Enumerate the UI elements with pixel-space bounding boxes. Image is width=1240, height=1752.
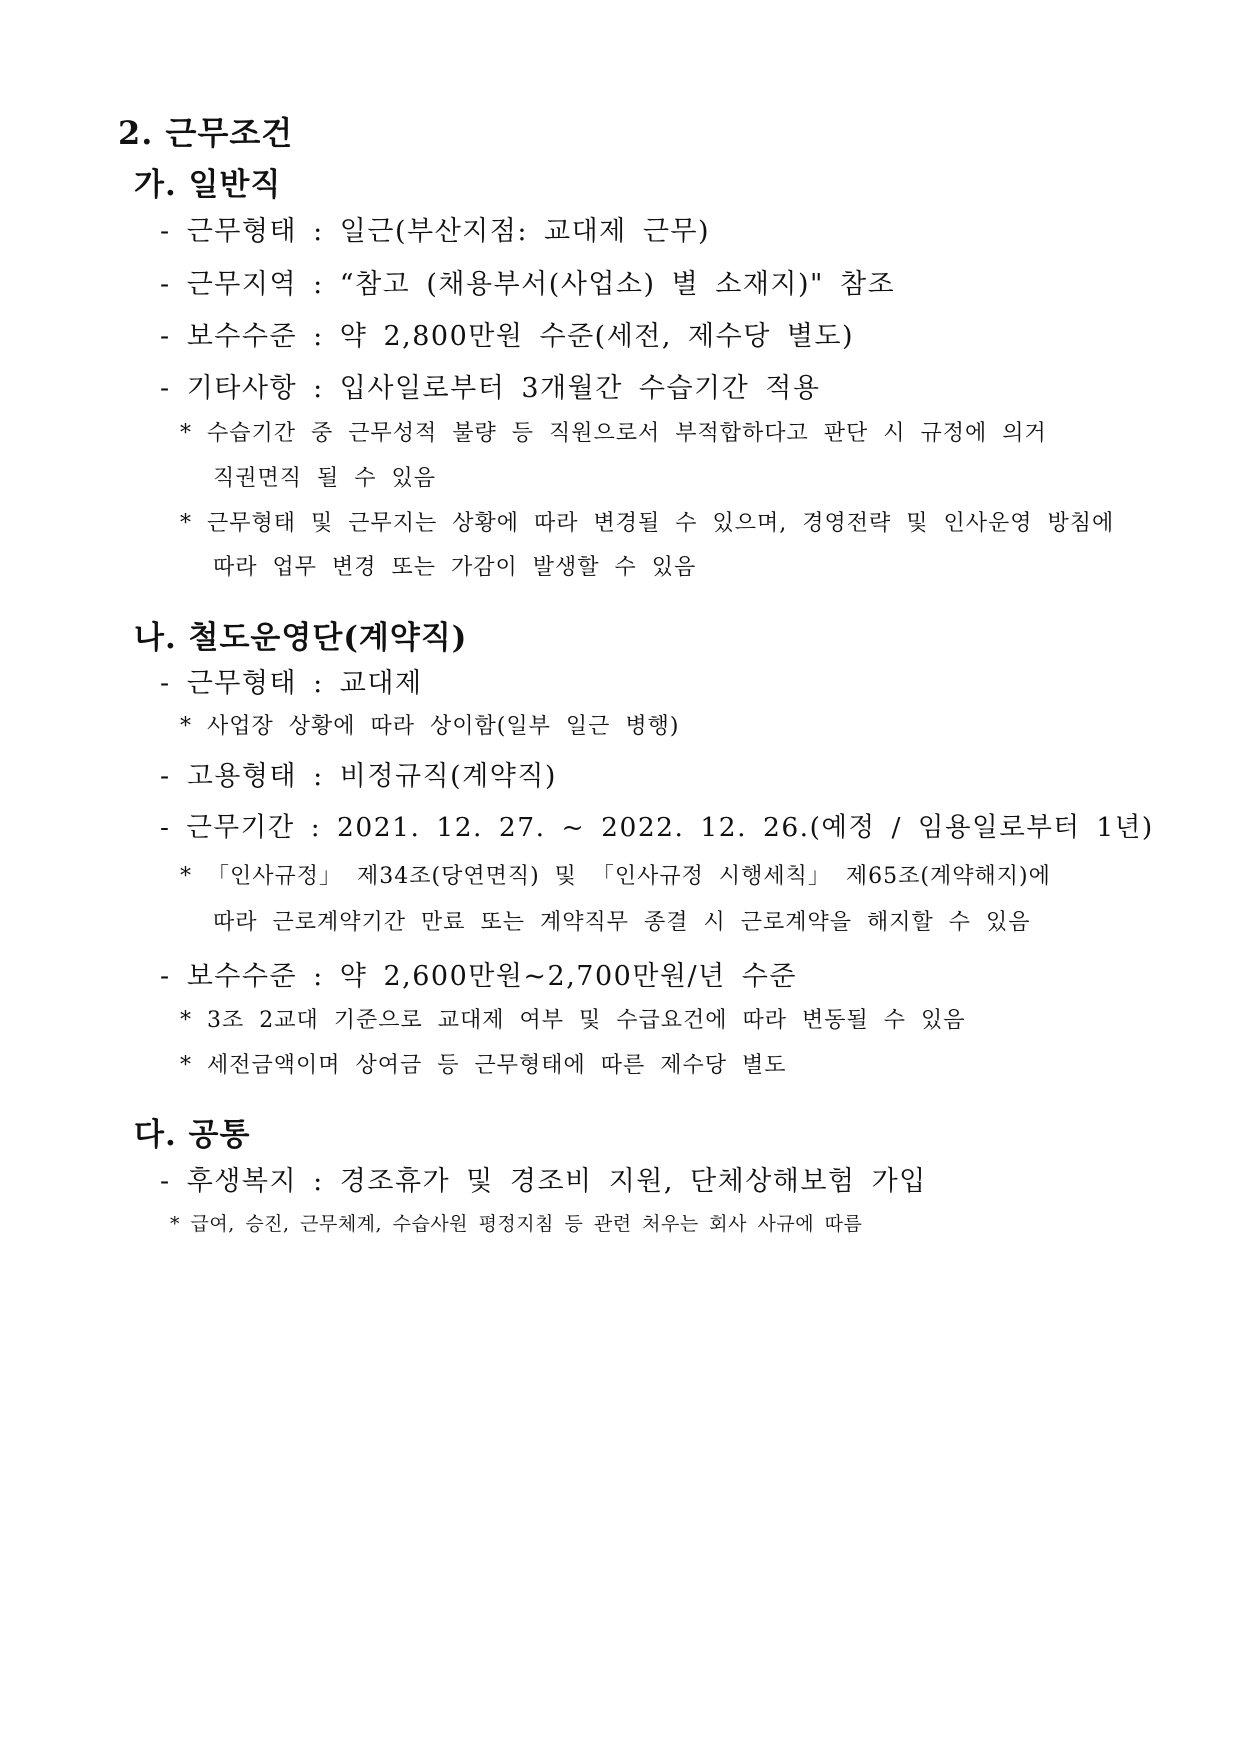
railway-salary-note-2: * 세전금액이며 상여금 등 근무형태에 따른 제수당 별도: [180, 1053, 787, 1078]
general-salary: - 보수수준 : 약 2,800만원 수준(세전, 제수당 별도): [160, 321, 855, 352]
railway-work-type-note: * 사업장 상황에 따라 상이함(일부 일근 병행): [180, 714, 680, 739]
common-welfare: - 후생복지 : 경조휴가 및 경조비 지원, 단체상해보험 가입: [160, 1166, 927, 1197]
railway-period: - 근무기간 : 2021. 12. 27. ~ 2022. 12. 26.(예정 / 임용일로부터 1년): [160, 812, 1154, 843]
general-work-type: - 근무형태 : 일근(부산지점: 교대제 근무): [160, 216, 711, 247]
railway-work-type: - 근무형태 : 교대제: [160, 668, 423, 699]
railway-period-note-line-1: * 「인사규정」 제34조(당연면직) 및 「인사규정 시행세칙」 제65조(계약해지)에: [180, 864, 1051, 889]
common-welfare-note: * 급여, 승진, 근무체계, 수습사원 평정지침 등 관련 처우는 회사 사규에 따름: [170, 1213, 863, 1235]
section-title: 2. 근무조건: [118, 114, 294, 152]
railway-salary-note-1: * 3조 2교대 기준으로 교대제 여부 및 수급요건에 따라 변동될 수 있음: [180, 1008, 966, 1033]
railway-salary: - 보수수준 : 약 2,600만원~2,700만원/년 수준: [160, 961, 797, 992]
general-heading: 가. 일반직: [134, 167, 282, 203]
railway-heading: 나. 철도운영단(계약직): [134, 620, 468, 656]
railway-period-note-line-2: 따라 근로계약기간 만료 또는 계약직무 종결 시 근로계약을 해지할 수 있음: [213, 910, 1031, 935]
common-heading: 다. 공통: [134, 1117, 251, 1153]
general-note-1-line-2: 직권면직 될 수 있음: [213, 466, 436, 491]
general-note-2-line-1: * 근무형태 및 근무지는 상황에 따라 변경될 수 있으며, 경영전략 및 인사운영 방침에: [180, 511, 1115, 536]
general-work-area: - 근무지역 : “참고 (채용부서(사업소) 별 소재지)" 참조: [160, 269, 896, 300]
general-other: - 기타사항 : 입사일로부터 3개월간 수습기간 적용: [160, 373, 821, 404]
general-note-1-line-1: * 수습기간 중 근무성적 불량 등 직원으로서 부적합하다고 판단 시 규정에 의거: [180, 421, 1047, 446]
general-note-2-line-2: 따라 업무 변경 또는 가감이 발생할 수 있음: [213, 555, 697, 580]
railway-employment-type: - 고용형태 : 비정규직(계약직): [160, 761, 557, 792]
